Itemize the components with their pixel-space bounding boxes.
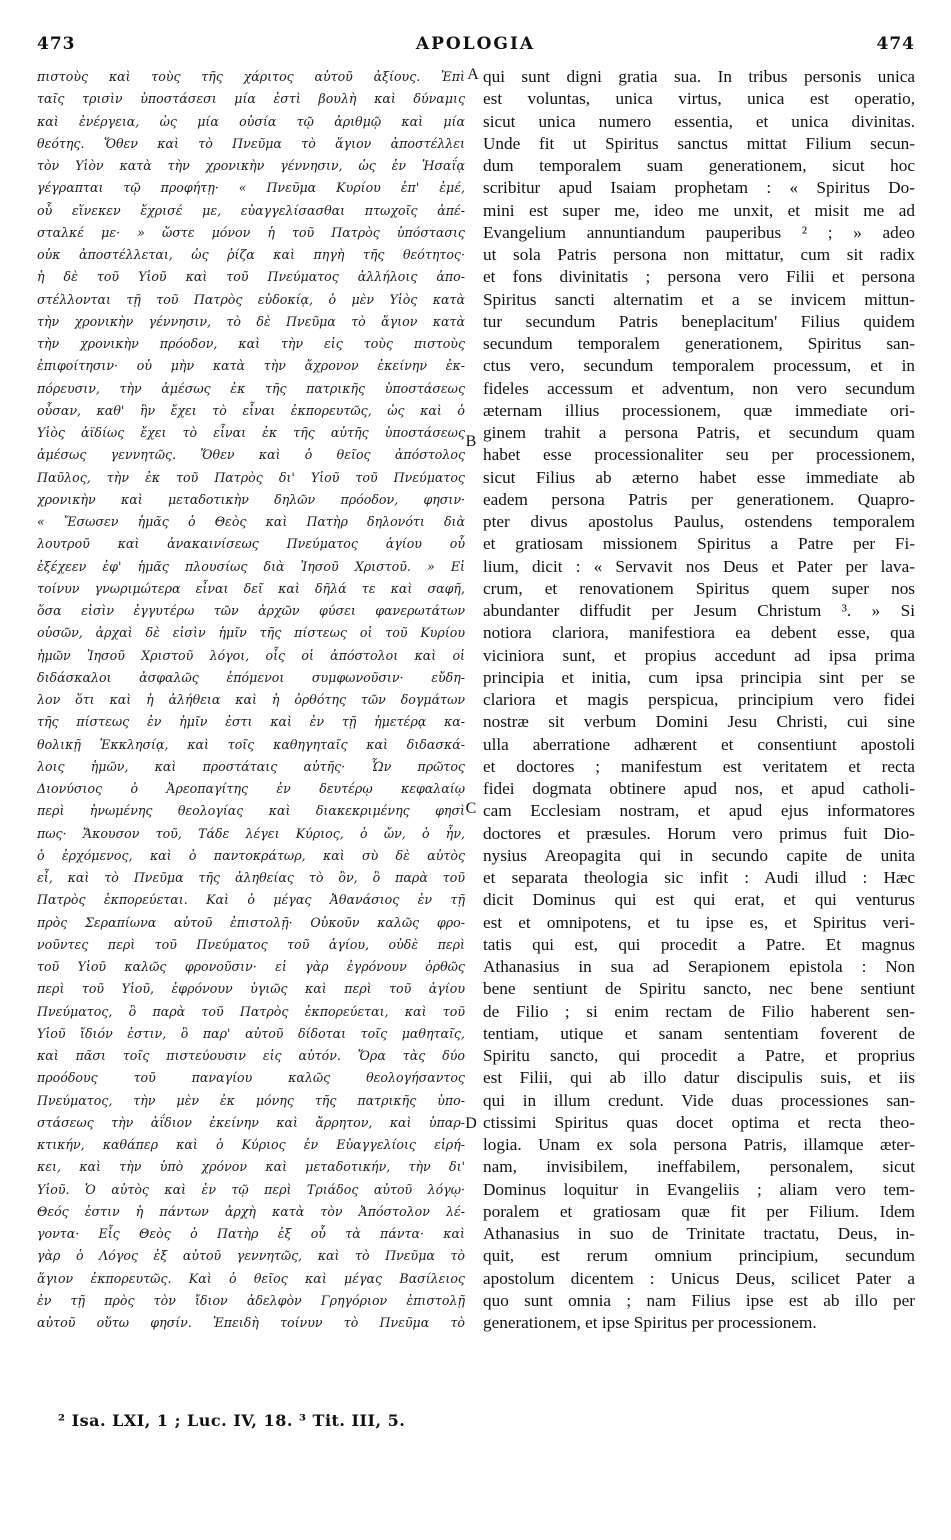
latin-text-line: pter divus apostolus Paulus, ostendens temporalem [483, 512, 915, 531]
greek-text-line: γέγραπται τῷ προφήτῃ· « Πνεῦμα Κυρίου ἐπ' ἐμέ, [37, 180, 465, 196]
greek-text-line: ὅσα εἰσὶν ἐγγυτέρω τῶν ἀρχῶν φύσει φανερωτάτων [37, 603, 465, 618]
greek-text-line: στάσεως τὴν ἀΐδιον ἐκείνην καὶ ἄρρητον, καὶ ὑπαρ- [37, 1114, 465, 1130]
latin-text-line: ctissimi Spiritus quas docet optima et recta theo- [483, 1112, 915, 1132]
greek-text-line: θολικῇ Ἐκκλησίᾳ, καὶ τοῖς καθηγηταῖς καὶ διδασκά- [37, 736, 465, 752]
greek-text-line: πρὸς Σεραπίωνα αὐτοῦ ἐπιστολῇ· Οὐκοῦν καλῶς φρο- [37, 914, 465, 930]
greek-text-line: ἐπιφοίτησιν· οὐ μὴν κατὰ τὴν ἄχρονον ἐκείνην ἐκ- [37, 358, 465, 374]
greek-text-line: Υἱοῦ ἴδιόν ἐστιν, ὃ παρ' αὐτοῦ δίδοται τοῖς μαθηταῖς, [37, 1025, 465, 1041]
greek-text-line: καὶ ἐνέργεια, ὡς μία οὐσία τῷ ἀριθμῷ καὶ μία [37, 113, 465, 129]
right-page-number: 474 [876, 34, 915, 54]
greek-text-line: Πνεύματος, τὴν μὲν ἐκ μόνης τῆς πατρικῆς ὑπο- [37, 1092, 465, 1108]
greek-text-line: θεότης. Ὅθεν καὶ τὸ Πνεῦμα τὸ ἅγιον ἀποστέλλει [37, 135, 465, 151]
greek-text-line: κτικήν, καθάπερ καὶ ὁ Κύριος ἐν Εὐαγγελίοις εἰρή- [37, 1137, 465, 1152]
latin-text-line: generationem, et ipse Spiritus per processionem. [483, 1313, 817, 1332]
latin-text-line: ctus vero, secundum temporalem processum, et in [483, 356, 915, 376]
greek-text-line: σταλκέ με· » ὥστε μόνον ἡ τοῦ Πατρὸς ὑπόστασις [37, 224, 465, 240]
greek-text-line: ἡ δὲ τοῦ Υἱοῦ καὶ τοῦ Πνεύματος ἀλλήλοις ἀπο- [37, 269, 465, 285]
latin-text-line: sicut unica numero essentia, et unica divinitas. [483, 111, 915, 131]
footnote: ² Isa. LXI, 1 ; Luc. IV, 18. ³ Tit. III, 5. [58, 1411, 406, 1430]
greek-text-line: νοῦντες περὶ τοῦ Πνεύματος τοῦ ἁγίου, οὐδὲ περὶ [37, 936, 465, 952]
greek-text-line: Παῦλος, τὴν ἐκ τοῦ Πατρὸς δι' Υἱοῦ τοῦ Πνεύματος [37, 469, 465, 485]
greek-text-line: Πνεύματος, ὃ παρὰ τοῦ Πατρὸς ἐκπορεύεται, καὶ τοῦ [37, 1003, 465, 1019]
latin-text-line: Unde fit ut Spiritus sanctus mittat Filium secun- [483, 133, 915, 153]
greek-text-line: πιστοὺς καὶ τοὺς τῆς χάριτος αὐτοῦ ἀξίους. Ἐπὶ [37, 69, 465, 84]
latin-text-line: nam, invisibilem, ineffabilem, personalem, sicut [483, 1157, 915, 1177]
greek-text-line: « Ἔσωσεν ἡμᾶς ὁ Θεὸς καὶ Πατὴρ δηλονότι διὰ [37, 514, 465, 529]
latin-text-line: qui in illum credunt. Vide duas processiones san- [483, 1090, 915, 1110]
latin-text-line: nostræ sit verbum Domini Jesu Christi, cui sine [483, 712, 915, 732]
latin-text-line: et doctores ; manifestum est veritatem et recta [483, 756, 915, 776]
latin-text-line: clariora et magis perspicua, principium vero fidei [483, 690, 915, 709]
greek-text-column [37, 66, 465, 1334]
greek-text-line: οὖσαν, καθ' ἣν ἔχει τὸ εἶναι ἐκπορευτῶς, ὡς καὶ ὁ [37, 402, 465, 418]
latin-text-line: secundum temporalem generationem, Spiritus san- [483, 334, 915, 353]
greek-text-line: καὶ πᾶσι τοῖς πιστεύουσιν εἰς αὐτόν. Ὅρα τὰς δύο [37, 1048, 465, 1063]
latin-text-line: fidei dogmata obtinere apud nos, et apud catholi- [483, 779, 915, 798]
latin-text-line: de Filio ; si enim rectam de Filio haberent sen- [483, 1001, 915, 1021]
running-title: APOLOGIA [415, 34, 536, 54]
greek-text-line: τὴν χρονικὴν γέννησιν, τὸ δὲ Πνεῦμα τὸ ἅγιον κατὰ [37, 313, 465, 329]
latin-text-line: crum, et renovationem Spiritus quem super nos [483, 578, 915, 598]
latin-text-line: cam Ecclesiam nostram, et apud ejus informatores [483, 801, 915, 821]
latin-text-line: ut sola Patris persona non mittatur, cum sit radix [483, 245, 915, 264]
greek-text-line: τῆς πίστεως ἐν ἡμῖν ἐστι καὶ ἐν τῇ ἡμετέρᾳ κα- [37, 714, 465, 730]
latin-text-line: quit, est rerum omnium principium, secundum [483, 1246, 915, 1266]
greek-text-line: Διονύσιος ὁ Ἀρεοπαγίτης ἐν δευτέρῳ κεφαλαίῳ [37, 781, 465, 796]
latin-text-line: Evangelium annuntiandum pauperibus ² ; » adeo [483, 222, 915, 242]
greek-text-line: αὐτοῦ οὕτω φησίν. Ἐπειδὴ τοίνυν τὸ Πνεῦμα τὸ [37, 1315, 465, 1330]
latin-text-line: tur secundum Patris beneplacitum' Filius quidem [483, 311, 915, 331]
latin-text-line: nysius Areopagita qui in secundo capite de unita [483, 845, 915, 865]
greek-text-line: τοίνυν γνωριμώτερα εἶναι δεῖ καὶ δῆλά τε καὶ σαφῆ, [37, 580, 465, 596]
greek-text-line: ὁ ἐρχόμενος, καὶ ὁ παντοκράτωρ, καὶ σὺ δὲ αὐτὸς [37, 847, 465, 863]
greek-text-line: Πατρὸς ἐκπορεύεται. Καὶ ὁ μέγας Ἀθανάσιος ἐν τῇ [37, 892, 465, 908]
margin-marker-d: D [465, 1115, 477, 1132]
latin-text-line: tatis qui est, qui procedit a Patre. Et magnus [483, 934, 915, 954]
greek-text-line: τὸν Υἱὸν κατὰ τὴν χρονικὴν γέννησιν, ὡς ἐν Ἡσαΐᾳ [37, 158, 465, 173]
latin-text-line: eadem persona Patris per generationem. Quapro- [483, 489, 915, 509]
greek-text-line: περὶ ἡνωμένης θεολογίας καὶ διακεκριμένης φησὶ [37, 803, 465, 819]
greek-text-line: λουτροῦ καὶ ἀνακαινίσεως Πνεύματος ἁγίου οὗ [37, 536, 465, 552]
latin-text-line: qui sunt digni gratia sua. In tribus personis unica [483, 67, 915, 86]
margin-marker-b: B [465, 433, 477, 450]
greek-text-line: Υἱὸς ἀϊδίως ἔχει τὸ εἶναι ἐκ τῆς αὐτῆς ὑποστάσεως [37, 425, 465, 440]
latin-text-line: et fons divinitatis ; persona vero Filii et persona [483, 267, 915, 287]
latin-text-line: tentiam, utique et sanam sententiam foverent de [483, 1023, 915, 1043]
latin-text-line: Athanasius in suo de Trinitate tractatu, Deus, in- [483, 1224, 915, 1243]
latin-text-line: et gratiosam missionem Spiritus a Patre per Fi- [483, 534, 915, 554]
latin-text-line: abundanter diffudit per Jesum Christum ³. » Si [483, 601, 915, 620]
latin-text-line: ulla aberratione adhærent et consentiunt apostoli [483, 734, 915, 754]
latin-text-line: æternam illius processionem, quæ immediate ori- [483, 400, 915, 420]
greek-text-line: οὐκ ἀποστέλλεται, ὡς ῥίζα καὶ πηγὴ τῆς θεότητος· [37, 247, 465, 262]
greek-text-line: εἶ, καὶ τὸ Πνεῦμα τῆς ἀληθείας τὸ ὂν, ὃ παρὰ τοῦ [37, 870, 465, 885]
latin-text-line: fideles accessum et adventum, non vero secundum [483, 378, 915, 398]
greek-text-line: οὐσῶν, ἀρχαὶ δὲ εἰσὶν ἡμῖν τῆς πίστεως οἱ τοῦ Κυρίου [37, 625, 465, 641]
greek-text-line: ἡμῶν Ἰησοῦ Χριστοῦ λόγοι, οἷς οἱ ἀπόστολοι καὶ οἱ [37, 647, 465, 663]
margin-marker-a: A [467, 66, 479, 83]
greek-text-line: ἀμέσως γεννητῶς. Ὅθεν καὶ ὁ θεῖος ἀπόστολος [37, 447, 465, 463]
greek-text-line: γὰρ ὁ Λόγος ἐξ αὐτοῦ γεννητῶς, καὶ τὸ Πνεῦμα τὸ [37, 1248, 465, 1264]
latin-text-line: est et omnipotens, et tu ipse es, et Spiritus veri- [483, 912, 915, 932]
greek-text-line: περὶ τοῦ Υἱοῦ, ἐφρόνουν ὑγιῶς καὶ περὶ τοῦ ἁγίου [37, 981, 465, 997]
latin-text-line: dum temporalem suam generationem, sicut hoc [483, 156, 915, 175]
greek-text-line: πόρευσιν, τὴν ἀμέσως ἐκ τῆς πατρικῆς ὑποστάσεως [37, 380, 465, 396]
greek-text-line: γοντα· Εἷς Θεὸς ὁ Πατὴρ ἐξ οὗ τὰ πάντα· καὶ [37, 1226, 465, 1241]
greek-text-line: τὴν χρονικὴν πρόοδον, καὶ τὴν εἰς τοὺς πιστοὺς [37, 336, 465, 351]
greek-text-line: λοις ἡμῶν, καὶ προστάταις αὐτῆς· Ὧν πρῶτος [37, 758, 465, 774]
greek-text-line: τοῦ Υἱοῦ καλῶς φρονοῦσιν· εἰ γὰρ ἐγρόνουν ὀρθῶς [37, 959, 465, 974]
latin-text-line: habet esse processionaliter seu per processionem, [483, 445, 915, 465]
latin-text-line: sicut Filius ab æterno habet esse immediate ab [483, 467, 915, 487]
greek-text-line: ἐξέχεεν ἐφ' ἡμᾶς πλουσίως διὰ Ἰησοῦ Χριστοῦ. » Εἰ [37, 558, 465, 574]
greek-text-line: Υἱοῦ. Ὁ αὐτὸς καὶ ἐν τῷ περὶ Τριάδος αὐτοῦ λόγῳ· [37, 1181, 465, 1197]
latin-text-line: mini est super me, ideo me unxit, et misit me ad [483, 200, 915, 220]
latin-text-line: est Filii, qui ab illo datur discipulis suis, et iis [483, 1068, 915, 1088]
greek-text-line: πως· Ἄκουσον τοῦ, Τάδε λέγει Κύριος, ὁ ὤν, ὁ ἦν, [37, 825, 465, 841]
left-page-number: 473 [37, 34, 76, 54]
greek-text-line: διδάσκαλοι ἀσφαλῶς ἑπόμενοι συμφωνοῦσιν· εὔδη- [37, 669, 465, 685]
latin-text-line: poralem et gratiosam quæ fit per Filium. Idem [483, 1201, 915, 1221]
greek-text-line: κει, καὶ τὴν ὑπὸ χρόνον καὶ μεταδοτικήν, τὴν δι' [37, 1159, 465, 1175]
margin-marker-c: C [465, 800, 477, 817]
greek-text-line: ἐν τῇ πρὸς τὸν ἴδιον ἀδελφὸν Γρηγόριον ἐπιστολῇ [37, 1292, 465, 1308]
greek-text-line: λον ὅτι καὶ ἡ ἀλήθεια καὶ ἡ ὀρθότης τῶν δογμάτων [37, 692, 465, 707]
latin-text-line: notiora clariora, manifestiora ea debent esse, qua [483, 623, 915, 643]
latin-text-line: et separata theologia sic infit : Audi illud : Hæc [483, 868, 915, 887]
greek-text-line: ταῖς τρισὶν ὑποστάσεσι μία ἐστὶ βουλὴ καὶ δύναμις [37, 91, 465, 107]
latin-text-line: lium, dicit : « Servavit nos Deus et Pater per lava- [483, 556, 915, 576]
latin-text-line: Dominus loquitur in Evangeliis ; aliam vero tem- [483, 1179, 915, 1199]
latin-text-line: quo sunt omnia ; nam Filius ipse est ab illo per [483, 1290, 915, 1310]
latin-text-line: ginem trahit a persona Patris, et secundum quam [483, 423, 915, 442]
latin-text-line: scribitur apud Isaiam prophetam : « Spiritus Do- [483, 178, 915, 198]
latin-text-line: bene sentiunt de Spiritu sancto, nec bene sentiunt [483, 979, 915, 999]
latin-text-line: Athanasius in sua ad Serapionem epistola : Non [483, 957, 915, 976]
greek-text-line: στέλλονται τῇ τοῦ Πατρὸς εὐδοκίᾳ, ὁ μὲν Υἱὸς κατὰ [37, 291, 465, 307]
latin-text-line: principia et initia, cum ipsa principia sint per se [483, 667, 915, 687]
latin-text-line: Spiritu sancto, qui procedit a Patre, et proprius [483, 1046, 915, 1065]
latin-text-line: apostolum dicentem : Unicus Deus, scilicet Pater a [483, 1268, 915, 1288]
greek-text-line: χρονικὴν καὶ μεταδοτικὴν δηλῶν πρόοδον, φησιν· [37, 491, 465, 507]
greek-text-line: Θεός ἐστιν ἡ πάντων ἀρχὴ κατὰ τὸν Ἀπόστολον λέ- [37, 1203, 465, 1219]
latin-text-line: Spiritus sancti alternatim et a se invicem mittun- [483, 289, 915, 309]
latin-text-line: logia. Unam ex sola persona Patris, illamque æter- [483, 1135, 915, 1154]
latin-text-line: viciniora sunt, et propius accedunt ad ipsa prima [483, 645, 915, 665]
greek-text-line: προόδους τοῦ παναγίου καλῶς θεολογήσαντος [37, 1070, 465, 1086]
latin-text-line: dicit Dominus qui est qui erat, et qui venturus [483, 890, 915, 910]
greek-text-line: ἅγιον ἐκπορευτῶς. Καὶ ὁ θεῖος καὶ μέγας Βασίλειος [37, 1270, 465, 1286]
latin-text-line: est voluntas, unica virtus, unica est operatio, [483, 89, 915, 109]
latin-text-line: doctores et præsules. Horum vero primus fuit Dio- [483, 823, 915, 843]
greek-text-line: οὗ εἵνεκεν ἔχρισέ με, εὐαγγελίσασθαι πτωχοῖς ἀπέ- [37, 202, 465, 218]
latin-text-column [483, 66, 915, 1334]
